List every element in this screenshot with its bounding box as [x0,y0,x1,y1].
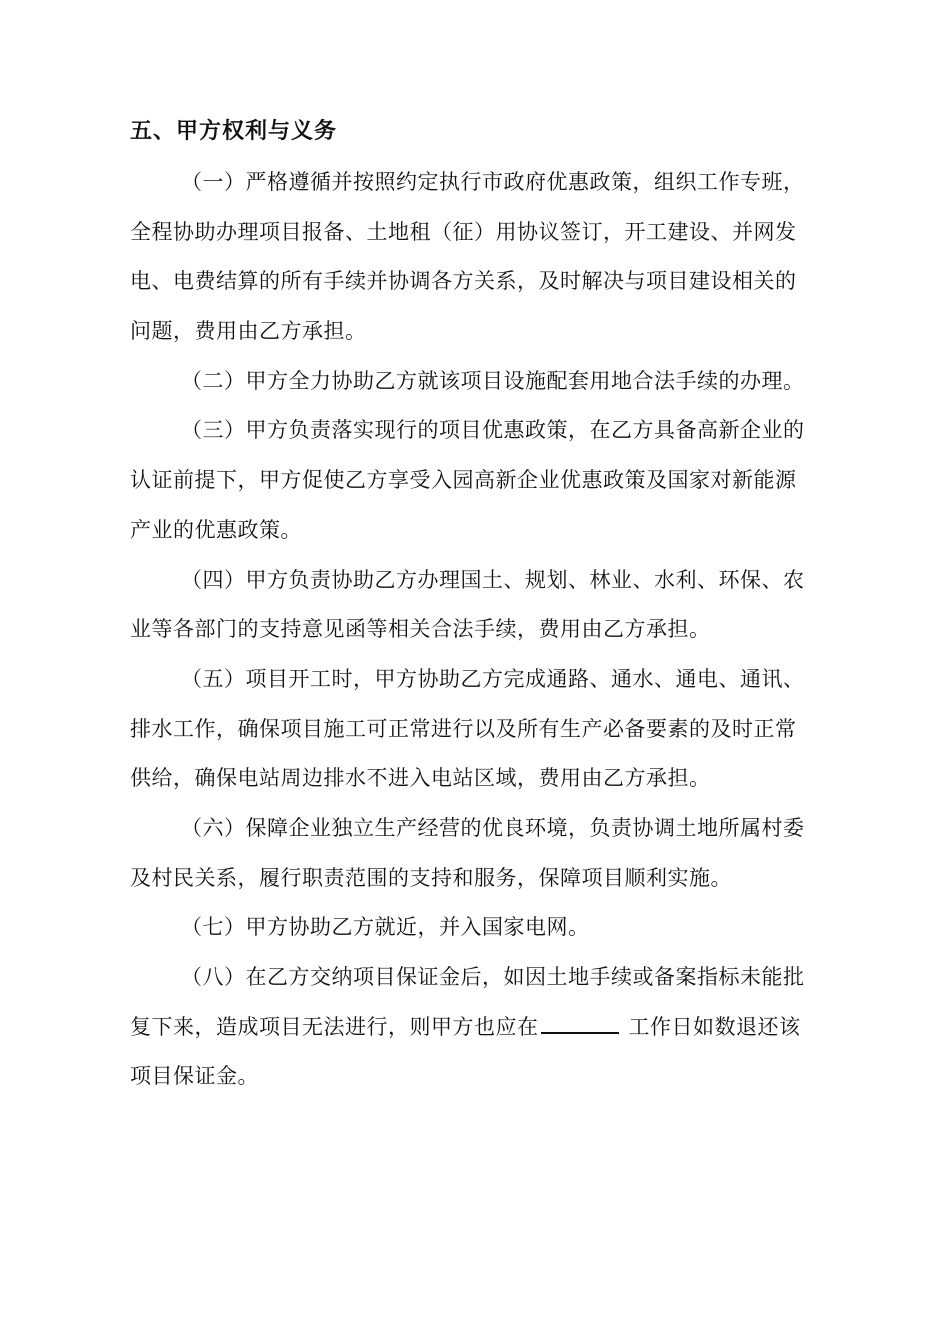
clause-4-line-1: （四）甲方负责协助乙方办理国土、规划、林业、水利、环保、农 [181,568,805,592]
clause-8-line-2-after-blank: 工作日如数退还该 [628,1015,801,1039]
section-heading: 五、甲方权利与义务 [130,119,338,144]
clause-3-line-3: 产业的优惠政策。 [130,518,302,542]
clause-8-line-1: （八）在乙方交纳项目保证金后，如因土地手续或备案指标未能批 [181,965,805,989]
clause-1-line-3: 电、电费结算的所有手续并协调各方关系，及时解决与项目建设相关的 [130,269,797,293]
clause-4-line-2: 业等各部门的支持意见函等相关合法手续，费用由乙方承担。 [130,617,711,641]
fill-in-blank [541,1012,619,1034]
clause-3-line-1: （三）甲方负责落实现行的项目优惠政策，在乙方具备高新企业的 [181,418,805,442]
clause-8-line-2-before-blank: 复下来，造成项目无法进行，则甲方也应在 [130,1015,539,1039]
clause-6-line-1: （六）保障企业独立生产经营的优良环境，负责协调土地所属村委 [181,816,805,840]
clause-8-line-3: 项目保证金。 [130,1064,259,1088]
clause-5-line-3: 供给，确保电站周边排水不进入电站区域，费用由乙方承担。 [130,766,711,790]
clause-1-line-2: 全程协助办理项目报备、土地租（征）用协议签订，开工建设、并网发 [130,220,797,244]
clause-1-line-1: （一）严格遵循并按照约定执行市政府优惠政策，组织工作专班， [181,170,805,194]
clause-3-line-2: 认证前提下，甲方促使乙方享受入园高新企业优惠政策及国家对新能源 [130,468,797,492]
clause-7-line-1: （七）甲方协助乙方就近，并入国家电网。 [181,915,590,939]
clause-5-line-1: （五）项目开工时，甲方协助乙方完成通路、通水、通电、通讯、 [181,667,805,691]
clause-5-line-2: 排水工作，确保项目施工可正常进行以及所有生产必备要素的及时正常 [130,717,797,741]
clause-6-line-2: 及村民关系，履行职责范围的支持和服务，保障项目顺利实施。 [130,866,732,890]
clause-1-line-4: 问题，费用由乙方承担。 [130,319,367,343]
clause-8-line-2 [130,1010,801,1044]
clause-2-line-1: （二）甲方全力协助乙方就该项目设施配套用地合法手续的办理。 [181,369,805,393]
